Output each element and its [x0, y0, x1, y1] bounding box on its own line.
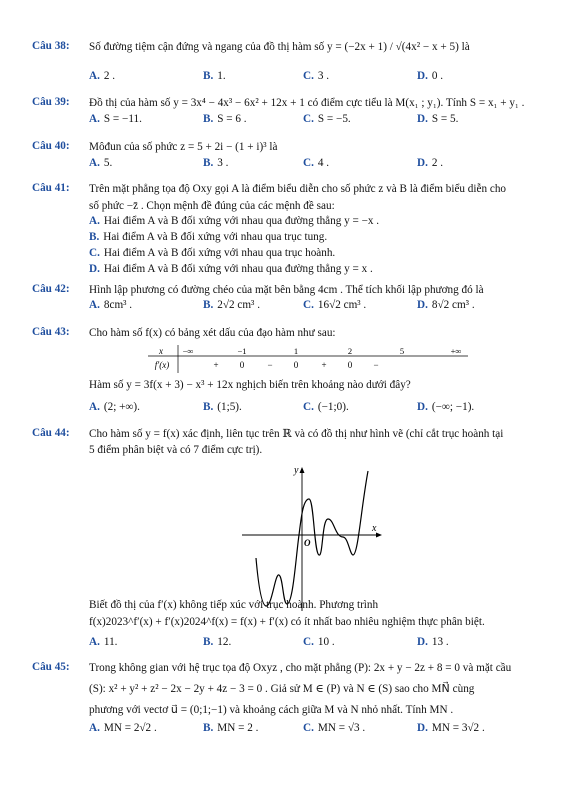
- option-c: C. 3 .: [303, 70, 330, 82]
- question-text-line1: Trên mặt phẳng tọa độ Oxy gọi A là điểm biểu diễn cho số phức z và B là điểm biểu diễn cho: [89, 183, 507, 195]
- option-c: C. Hai điểm A và B đối xứng với nhau qua trục hoành.: [89, 247, 336, 259]
- sign-table-fprime-label: f′(x): [154, 360, 170, 370]
- question-text-line3: phương với vectơ u⃗ = (0;1;−1) và khoảng cách giữa M và N nhỏ nhất. Tính MN .: [89, 704, 454, 716]
- x-axis-arrow: [376, 533, 382, 538]
- option-b: B. Hai điểm A và B đối xứng với nhau qua trục tung.: [89, 231, 328, 243]
- question-text-2: Hàm số y = 3f(x + 3) − x³ + 12x nghịch biến trên khoảng nào dưới đây?: [89, 379, 411, 391]
- question-text: Cho hàm số f(x) có bảng xét dấu của đạo hàm như sau:: [89, 327, 336, 339]
- function-graph: [242, 463, 384, 613]
- question-text: Đồ thị của hàm số y = 3x⁴ − 4x³ − 6x² + 12x + 1 có điểm cực tiểu là M(x₁ ; y₁). Tính S = x₁ + y₁ .: [89, 97, 525, 109]
- sign-table: [148, 345, 468, 375]
- question-text: Môđun của số phức z = 5 + 2i − (1 + i)³ là: [89, 141, 278, 153]
- option-a: A. 8cm³ .: [89, 299, 133, 311]
- option-c: C. 4 .: [303, 157, 330, 169]
- x-axis-label: x: [372, 523, 377, 534]
- question-text-line3: Biết đồ thị của f′(x) không tiếp xúc với trục hoành. Phương trình: [89, 599, 379, 611]
- question-text-line2: (S): x² + y² + z² − 2x − 2y + 4z − 3 = 0 . Giả sử M ∈ (P) và N ∈ (S) sao cho MN⃗ cùng: [89, 683, 475, 695]
- option-b: B. 1.: [203, 70, 226, 82]
- x-value: −∞: [182, 346, 194, 356]
- option-a: A. 11.: [89, 636, 118, 648]
- option-d: D. Hai điểm A và B đối xứng với nhau qua đường thẳng y = x .: [89, 263, 373, 275]
- question-text-line2: số phức −z̄ . Chọn mệnh đề đúng của các mệnh đề sau:: [89, 200, 335, 212]
- question-text: Hình lập phương có đường chéo của mặt bên bằng 4cm . Thể tích khối lập phương đó là: [89, 284, 484, 296]
- option-d: D. (−∞; −1).: [417, 401, 475, 413]
- option-d: D. 13 .: [417, 636, 449, 648]
- x-value: +∞: [450, 346, 462, 356]
- x-value: 5: [399, 346, 405, 356]
- option-b: B. S = 6 .: [203, 113, 247, 125]
- origin-label: O: [304, 538, 311, 548]
- option-d: D. 2 .: [417, 157, 444, 169]
- sign-table-x-label: x: [159, 346, 163, 356]
- question-label: Câu 43:: [32, 326, 70, 338]
- option-c: C. 10 .: [303, 636, 335, 648]
- x-value: −1: [237, 346, 247, 356]
- question-label: Câu 39:: [32, 96, 70, 108]
- question-text: Số đường tiệm cận đứng và ngang của đồ thị hàm số y = (−2x + 1) / √(4x² − x + 5) là: [89, 41, 470, 53]
- x-value: 1: [293, 346, 299, 356]
- option-b: B. MN = 2 .: [203, 722, 259, 734]
- option-b: B. (1;5).: [203, 401, 242, 413]
- sign: 0: [239, 360, 245, 370]
- sign: −: [373, 360, 379, 370]
- question-label: Câu 45:: [32, 661, 70, 673]
- question-label: Câu 38:: [32, 40, 70, 52]
- sign: +: [213, 360, 219, 370]
- question-text-line1: Trong không gian với hệ trục tọa độ Oxyz , cho mặt phẳng (P): 2x + y − 2z + 8 = 0 và mặt cầu: [89, 662, 512, 674]
- option-a: A. MN = 2√2 .: [89, 722, 157, 734]
- option-a: A. Hai điểm A và B đối xứng với nhau qua đường thẳng y = −x .: [89, 215, 380, 227]
- sign: 0: [293, 360, 299, 370]
- question-text-line2: 5 điểm phân biệt và có 7 điểm cực trị).: [89, 444, 263, 456]
- option-c: C. 16√2 cm³ .: [303, 299, 367, 311]
- question-text-line4: f(x)2023^f′(x) + f′(x)2024^f(x) = f(x) + f′(x) có ít nhất bao nhiêu nghiệm thực phân biệt.: [89, 616, 485, 628]
- y-axis-arrow: [300, 467, 305, 473]
- option-a: A. 2 .: [89, 70, 116, 82]
- question-label: Câu 40:: [32, 140, 70, 152]
- question-label: Câu 44:: [32, 427, 70, 439]
- sign: 0: [347, 360, 353, 370]
- y-axis-label: y: [294, 465, 299, 476]
- option-a: A. S = −11.: [89, 113, 142, 125]
- option-a: A. 5.: [89, 157, 113, 169]
- option-a: A. (2; +∞).: [89, 401, 140, 413]
- option-d: D. 8√2 cm³ .: [417, 299, 475, 311]
- option-d: D. MN = 3√2 .: [417, 722, 485, 734]
- question-text-line1: Cho hàm số y = f(x) xác định, liên tục trên ℝ và có đồ thị như hình vẽ (chỉ cắt trục hoành tại: [89, 428, 504, 440]
- option-b: B. 2√2 cm³ .: [203, 299, 261, 311]
- option-b: B. 12.: [203, 636, 232, 648]
- question-label: Câu 41:: [32, 182, 70, 194]
- sign: −: [267, 360, 273, 370]
- option-c: C. S = −5.: [303, 113, 351, 125]
- option-c: C. MN = √3 .: [303, 722, 366, 734]
- function-curve: [256, 471, 368, 606]
- option-d: D. S = 5.: [417, 113, 459, 125]
- option-c: C. (−1;0).: [303, 401, 349, 413]
- option-d: D. 0 .: [417, 70, 444, 82]
- question-label: Câu 42:: [32, 283, 70, 295]
- sign: +: [321, 360, 327, 370]
- x-value: 2: [347, 346, 353, 356]
- option-b: B. 3 .: [203, 157, 229, 169]
